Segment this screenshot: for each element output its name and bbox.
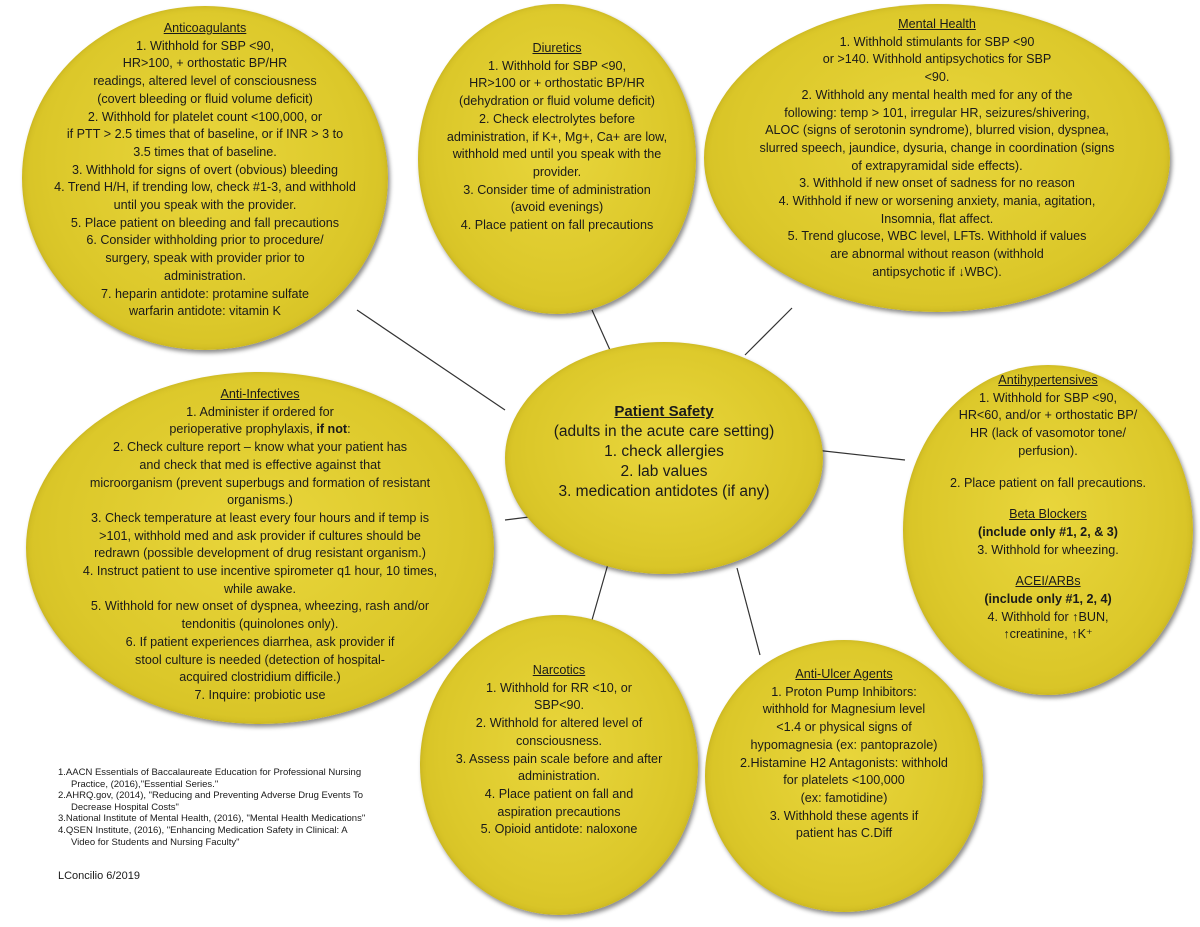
connector-diuretics bbox=[592, 310, 610, 350]
connector-antihypertensives bbox=[815, 450, 905, 460]
references: 1.AACN Essentials of Baccalaureate Education for Professional Nursing Practice, (2016),"Essential Series." 2.AHRQ.gov, (2014), "Reducing and Preventing Adverse Drug Events To Decrease Hospital Costs" 3.National Institute of Mental Health, (2016), "Mental Health Medications" 4.QSEN Institute, (2016), "Enhancing Medication Safety in Clinical: A Video for Students and Nursing Faculty" bbox=[58, 767, 366, 848]
patient-safety-text: Patient Safety (adults in the acute care setting) 1. check allergies 2. lab values 3. medication antidotes (if any) bbox=[505, 401, 823, 502]
mental-health-title: Mental Health bbox=[898, 17, 976, 31]
diuretics-text: Diuretics 1. Withhold for SBP <90, HR>100 or + orthostatic BP/HR (dehydration or fluid volume deficit) 2. Check electrolytes before administration, if K+, Mg+, Ca+ are low, withhold med until you speak with the provider. 3. Consider time of administration (avoid evenings) 4. Place patient on fall precautions bbox=[418, 40, 696, 235]
anti-infectives-text: Anti-Infectives 1. Administer if ordered for perioperative prophylaxis, if not: 2. Check culture report – know what your patient has and check that med is effective against that microorganism (prevent superbugs and formation of resistant organisms.) 3. Check temperature at least every four hours and if temp is >101, withhold med and ask provider if cultures should be redrawn (possible development of drug resistant organism.) 4. Instruct patient to use incentive spirometer q1 hour, 10 times, while awake. 5. Withhold for new onset of dyspnea, wheezing, rash and/or tendonitis (quinolones only). 6. If patient experiences diarrhea, ask provider if stool culture is needed (detection of hospital- acquired clostridium difficile.) 7. Inquire: probiotic use bbox=[26, 386, 494, 705]
antihypertensives-title: Antihypertensives bbox=[998, 373, 1098, 387]
anticoagulants-title: Anticoagulants bbox=[163, 21, 247, 35]
antihypertensives-text: Antihypertensives 1. Withhold for SBP <90, HR<60, and/or + orthostatic BP/ HR (lack of vasomotor tone/ perfusion). 2. Place patient on fall precautions. Beta Blockers (include only #1, 2, & 3) 3. Withhold for wheezing. ACEI/ARBs (include only #1, 2, 4) 4. Withhold for ↑BUN, ↑creatinine, ↑K⁺ bbox=[903, 372, 1193, 644]
acei-arbs-title: ACEI/ARBs bbox=[1015, 574, 1081, 589]
anti-infectives-title: Anti-Infectives bbox=[220, 387, 300, 401]
mental-health-text: Mental Health 1. Withhold stimulants for SBP <90 or >140. Withhold antipsychotics for SBP <90. 2. Withhold any mental health med for any of the following: temp > 101, irregular HR, seizures/shivering, ALOC (signs of serotonin syndrome), blurred vision, dyspnea, slurred speech, jaundice, dysuria, change in coordination (signs of extrapyramidal side effects). 3. Withhold if new onset of sadness for no reason 4. Withhold if new or worsening anxiety, mania, agitation, Insomnia, flat affect. 5. Trend glucose, WBC level, LFTs. Withhold if values are abnormal without reason (withhold antipsychotic if ↓WBC). bbox=[704, 16, 1170, 282]
narcotics-text: Narcotics 1. Withhold for RR <10, or SBP<90. 2. Withhold for altered level of consciousness. 3. Assess pain scale before and after administration. 4. Place patient on fall and aspiration precautions 5. Opioid antidote: naloxone bbox=[420, 662, 698, 839]
anti-ulcer-title: Anti-Ulcer Agents bbox=[795, 667, 893, 681]
connector-mental-health bbox=[745, 308, 792, 355]
patient-safety-title: Patient Safety bbox=[614, 403, 714, 420]
author-credit: LConcilio 6/2019 bbox=[58, 870, 140, 882]
beta-blockers-title: Beta Blockers bbox=[1009, 507, 1087, 522]
anticoagulants-text: Anticoagulants 1. Withhold for SBP <90, HR>100, + orthostatic BP/HR readings, altered level of consciousness (covert bleeding or fluid volume deficit) 2. Withhold for platelet count <100,000, or if PTT > 2.5 times that of baseline, or if INR > 3 to 3.5 times that of baseline. 3. Withhold for signs of overt (obvious) bleeding 4. Trend H/H, if trending low, check #1-3, and withhold until you speak with the provider. 5. Place patient on bleeding and fall precautions 6. Consider withholding prior to procedure/ surgery, speak with provider prior to administration. 7. heparin antidote: protamine sulfate warfarin antidote: vitamin K bbox=[22, 20, 388, 321]
narcotics-title: Narcotics bbox=[532, 663, 586, 677]
connector-anti-ulcer bbox=[737, 568, 760, 655]
anti-ulcer-text: Anti-Ulcer Agents 1. Proton Pump Inhibitors: withhold for Magnesium level <1.4 or physical signs of hypomagnesia (ex: pantoprazole) 2.Histamine H2 Antagonists: withhold for platelets <100,000 (ex: famotidine) 3. Withhold these agents if patient has C.Diff bbox=[705, 666, 983, 843]
diuretics-title: Diuretics bbox=[532, 41, 582, 55]
